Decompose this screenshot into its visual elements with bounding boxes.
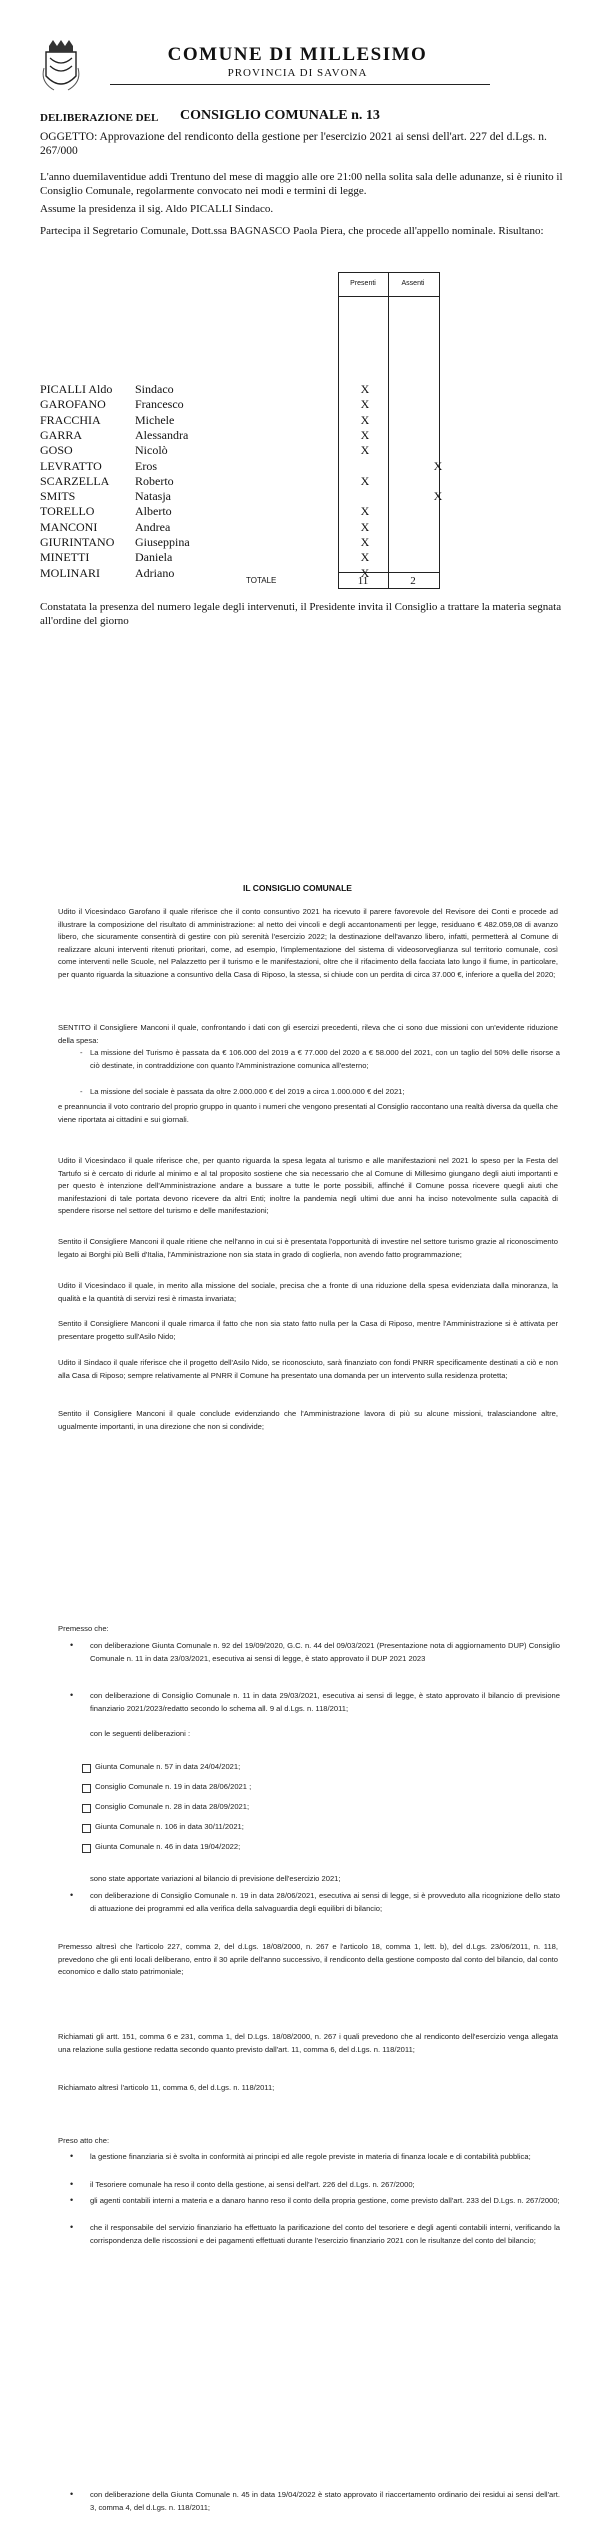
paragraph-sindaco-pnrr: Udito il Sindaco il quale riferisce che il progetto dell'Asilo Nido, se riconosciuto, sarà finanziato con fondi PNRR specificamente destinati a ciò e non alla Casa di Riposo; sempre relativamente al PNRR il Comune ha presentato una domanda per un intervento sulla residenza protetta; xyxy=(58,1358,558,1380)
paragraph-richiamato: Richiamato altresì l'articolo 11, comma 6, del d.Lgs. n. 118/2011; xyxy=(58,2083,275,2092)
paragraph-vicesindaco-turismo: Udito il Vicesindaco il quale riferisce che, per quanto riguarda la spesa legata al turismo e alle manifestazioni nel 2021 lo speso per la Festa del Tartufo si è cercato di ridurle al minimo e al tal proposito sostiene che sia necessario che al Comune di Millesimo giungano degli aiuti importanti e per questo è intenzione dell'Amministrazione andare a bussare a tutte le porte possibili, affinché il Comune possa ricevere quegli aiuti che manifestazioni di tale portata devono ricevere da altri Enti; inoltre la pandemia negli ultimi due anni ha inciso notevolmente sulla capacità di spendere risorse nel settore del turismo e delle manifestazioni; xyxy=(58,1156,558,1215)
councillor-surname: GARRA xyxy=(40,427,83,442)
premesso-bilancio-tail: con le seguenti deliberazioni : xyxy=(90,1729,191,1738)
absent-mark: X xyxy=(433,489,443,504)
checkbox xyxy=(82,1824,91,1833)
total-present: 11 xyxy=(357,575,369,587)
variation-item: Consiglio Comunale n. 19 in data 28/06/2021 ; xyxy=(95,1782,252,1791)
councillor-first-name: Giuseppina xyxy=(135,535,190,549)
bullet-marker: • xyxy=(70,2222,74,2232)
bullet-marker: • xyxy=(70,2489,74,2499)
present-mark: X xyxy=(360,519,370,534)
paragraph-vicesindaco-sociale: Udito il Vicesindaco il quale, in merito alla missione del sociale, precisa che a fronte di una riduzione della spesa evidenziata dalla minoranza, la qualità e la quantità di servizi resi è rimasta invariata; xyxy=(58,1281,558,1303)
preso-atto-item: la gestione finanziaria si è svolta in conformità ai principi ed alle regole previste in materia di finanza locale e di contabilità pubblica; xyxy=(90,2152,531,2161)
councillor-surname: FRACCHIA xyxy=(40,412,101,427)
variation-item: Giunta Comunale n. 106 in data 30/11/2021; xyxy=(95,1822,244,1831)
list-item-sociale: La missione del sociale è passata da oltre 2.000.000 € del 2019 a circa 1.000.000 € del 2021; xyxy=(90,1087,405,1096)
deliberation-organ: CONSIGLIO COMUNALE n. 13 xyxy=(180,108,380,123)
bullet-marker: • xyxy=(70,2151,74,2161)
councillor-first-name: Roberto xyxy=(135,473,174,488)
preso-atto-title: Preso atto che: xyxy=(58,2136,110,2145)
premesso-salvaguardia: con deliberazione di Consiglio Comunale n. 19 in data 28/06/2021, esecutiva ai sensi di legge, si è provveduto alla ricognizione dello stato di attuazione dei programmi ed alla verifica della salvaguardia degli equilibri di bilancio; xyxy=(90,1891,560,1913)
attendance-total-line xyxy=(338,572,439,573)
councillor-surname: PICALLI Aldo xyxy=(40,382,113,396)
bullet-marker: • xyxy=(70,1640,74,1650)
present-mark: X xyxy=(360,397,370,412)
councillor-first-name: Eros xyxy=(135,458,157,473)
attendance-header-line xyxy=(338,296,439,297)
councillor-first-name: Sindaco xyxy=(135,382,174,396)
councillor-first-name: Daniela xyxy=(135,550,173,565)
bullet-marker: • xyxy=(70,2179,74,2189)
councillor-first-name: Andrea xyxy=(135,519,171,534)
paragraph-manconi-riposo: Sentito il Consigliere Manconi il quale rimarca il fatto che non sia stato fatto nulla per la Casa di Riposo, mentre l'Amministrazione si è attivata per presentare progetto sull'Asilo Nido; xyxy=(58,1319,558,1341)
checkbox xyxy=(82,1764,91,1773)
councillor-surname: MOLINARI xyxy=(40,565,100,580)
total-label: TOTALE xyxy=(246,576,277,585)
present-mark: X xyxy=(360,504,370,519)
premesso-bilancio: con deliberazione di Consiglio Comunale n. 11 in data 29/03/2021, esecutiva ai sensi di legge, è stato approvato il bilancio di previsione finanziario 2021/2023/redatto secondo lo schema all. 9 al d.Lgs. n. 118/2011; xyxy=(90,1691,560,1713)
councillor-surname: TORELLO xyxy=(40,504,95,519)
councillor-surname: SCARZELLA xyxy=(40,473,110,488)
present-mark: X xyxy=(360,550,370,565)
preso-atto-item: che il responsabile del servizio finanziario ha effettuato la parificazione del conto del tesoriere e degli agenti contabili interni, verificando la corrispondenza delle riscossioni e dei pagamenti effettuati durante l'esercizio finanziario 2021 con le risultanze del conto del bilancio; xyxy=(90,2223,560,2245)
variation-item: Giunta Comunale n. 57 in data 24/04/2021; xyxy=(95,1762,241,1771)
subject-text: OGGETTO: Approvazione del rendiconto della gestione per l'esercizio 2021 ai sensi dell'art. 227 del d.Lgs. n. 267/000 xyxy=(40,131,547,157)
header-presenti: Presenti xyxy=(350,280,376,287)
present-mark: X xyxy=(360,427,370,442)
councillor-surname: GAROFANO xyxy=(40,397,106,412)
councillor-surname: MINETTI xyxy=(40,550,90,565)
councillor-first-name: Nicolò xyxy=(135,443,168,458)
council-section-title: IL CONSIGLIO COMUNALE xyxy=(243,883,352,893)
preso-atto-item: il Tesoriere comunale ha reso il conto della gestione, ai sensi dell'art. 226 del d.Lgs. n. 267/2000; xyxy=(90,2180,415,2189)
bullet-marker: • xyxy=(70,1890,74,1900)
premesso-dup: con deliberazione Giunta Comunale n. 92 del 19/09/2020, G.C. n. 44 del 09/03/2021 (Presentazione nota di aggiornamento DUP) Consiglio Comunale n. 11 in data 23/03/2021, esecutiva ai sensi di legge, è stato approvato il DUP 2021 2023 xyxy=(90,1641,560,1663)
quorum-statement: Constatata la presenza del numero legale degli intervenuti, il Presidente invita il Consiglio a trattare la materia segnata all'ordine del giorno xyxy=(40,601,562,627)
councillor-surname: LEVRATTO xyxy=(40,458,102,473)
dash-marker: - xyxy=(80,1087,83,1096)
councillor-first-name: Michele xyxy=(135,412,175,427)
councillor-first-name: Natasja xyxy=(135,489,171,504)
councillor-surname: SMITS xyxy=(40,489,76,504)
presidency-text: Assume la presidenza il sig. Aldo PICALLI Sindaco. xyxy=(40,203,274,215)
variation-item: Giunta Comunale n. 46 in data 19/04/2022; xyxy=(95,1842,241,1851)
checkbox xyxy=(82,1784,91,1793)
province-subtitle: PROVINCIA DI SAVONA xyxy=(227,67,368,79)
paragraph-manconi-outro: e preannuncia il voto contrario del proprio gruppo in quanto i numeri che vengono presentati al Consiglio raccontano una realtà diversa da quella che viene riportata ai cittadini e sui giornali. xyxy=(58,1102,558,1124)
paragraph-manconi-conclusione: Sentito il Consigliere Manconi il quale conclude evidenziando che l'Amministrazione lavora di più su alcune missioni, tralasciandone altre, ugualmente importanti, in una direzione che non si condivide; xyxy=(58,1409,558,1431)
preso-atto-item: con deliberazione della Giunta Comunale n. 45 in data 19/04/2022 è stato approvato il riaccertamento ordinario dei residui ai sensi dell'art. 3, comma 4, del d.Lgs. n. 118/2011; xyxy=(90,2490,560,2512)
header-assenti: Assenti xyxy=(401,280,425,287)
absent-mark: X xyxy=(433,458,443,473)
checkbox xyxy=(82,1804,91,1813)
variations-tail: sono state apportate variazioni al bilancio di previsione dell'esercizio 2021; xyxy=(90,1874,341,1883)
councillor-surname: MANCONI xyxy=(40,519,98,534)
paragraph-manconi-borghi: Sentito il Consigliere Manconi il quale ritiene che nell'anno in cui si è presentata l'opportunità di investire nel settore turismo grazie al riconoscimento legato ai Borghi più Belli d'Italia, l'Amministrazione non sia stata in grado di coglierla, non avendo fatto programmazione; xyxy=(58,1237,558,1259)
councillor-surname: GOSO xyxy=(40,443,73,458)
deliberation-label: DELIBERAZIONE DEL xyxy=(40,112,159,124)
preso-atto-item: gli agenti contabili interni a materia e a danaro hanno reso il conto della propria gestione, come previsto dall'art. 233 del D.Lgs. n. 267/2000; xyxy=(90,2196,560,2205)
present-mark: X xyxy=(360,412,370,427)
present-mark: X xyxy=(360,473,370,488)
bullet-marker: • xyxy=(70,1690,74,1700)
paragraph-premesso-altresi: Premesso altresì che l'articolo 227, comma 2, del d.Lgs. 18/08/2000, n. 267 e l'articolo 18, comma 1, lett. b), del d.Lgs. 23/06/2011, n. 118, prevedono che gli enti locali deliberano, entro il 30 aprile dell'anno successivo, il rendiconto della gestione composto dal conto del bilancio, dal conto economico e dallo stato patrimoniale; xyxy=(58,1942,558,1976)
checkbox xyxy=(82,1844,91,1853)
attendance-bottom-line xyxy=(338,588,439,589)
dash-marker: - xyxy=(80,1048,83,1057)
list-item-turismo: La missione del Turismo è passata da € 106.000 del 2019 a € 77.000 del 2020 a € 58.000 del 2021, con un taglio del 50% delle risorse a ciò destinate, in contraddizione con quanto l'Amministrazione comunica all'esterno; xyxy=(90,1048,560,1070)
session-intro: L'anno duemilaventidue addì Trentuno del mese di maggio alle ore 21:00 nella solita sala delle adunanze, si è riunito il Consiglio Comunale, regolarmente convocato nei modi e termini di legge. xyxy=(40,171,563,197)
variation-item: Consiglio Comunale n. 28 in data 28/09/2021; xyxy=(95,1802,250,1811)
present-mark: X xyxy=(360,443,370,458)
paragraph-manconi-intro: SENTITO il Consigliere Manconi il quale, confrontando i dati con gli esercizi precedenti, rileva che ci sono due missioni con un'evidente riduzione della spesa: xyxy=(58,1023,558,1045)
paragraph-richiamati: Richiamati gli artt. 151, comma 6 e 231, comma 1, del D.Lgs. 18/08/2000, n. 267 i quali prevedono che al rendiconto dell'esercizio venga allegata una relazione sulla gestione redatta secondo quanto previsto dall'art. 11, comma 6, del d.Lgs. n. 118/2011; xyxy=(58,2032,558,2054)
present-mark: X xyxy=(360,565,370,580)
attendance-table-divider xyxy=(388,272,389,588)
total-absent: 2 xyxy=(410,575,416,587)
municipality-title: COMUNE DI MILLESIMO xyxy=(167,44,428,65)
councillor-first-name: Alberto xyxy=(135,504,172,519)
present-mark: X xyxy=(360,535,370,549)
header-rule xyxy=(110,84,490,85)
councillor-first-name: Adriano xyxy=(135,565,175,580)
paragraph-garofano: Udito il Vicesindaco Garofano il quale riferisce che il conto consuntivo 2021 ha ricevuto il parere favorevole del Revisore dei Conti e procede ad illustrare la composizione del risultato di amministrazione: al netto dei vincoli e degli accantonamenti per legge, residuano € 482.059,08 di avanzo libero, che sicuramente consentirà di gestire con più serenità l'esercizio 2022; la destinazione dell'avanzo libero, infatti, permetterà al Comune di realizzare alcuni interventi ritenuti prioritari, come, ad esempio, l'implementazione del sistema di videosorveglianza sul territorio comunale, così come interventi nelle Scuole, nel Palazzetto per il turismo e le manifestazioni, oltre che il rifacimento della facciata lato lungo il fiume, in particolare, per quanto riguarda la situazione a consuntivo della Casa di Riposo, la stessa, si chiude con un perdita di circa 37.000 €, inferiore a quella del 2020; xyxy=(58,907,558,979)
councillor-first-name: Francesco xyxy=(135,397,184,412)
premesso-title: Premesso che: xyxy=(58,1624,109,1633)
secretary-text: Partecipa il Segretario Comunale, Dott.ssa BAGNASCO Paola Piera, che procede all'appello nominale. Risultano: xyxy=(40,225,544,237)
attendance-table-frame xyxy=(338,272,440,589)
bullet-marker: • xyxy=(70,2195,74,2205)
councillor-surname: GIURINTANO xyxy=(40,535,115,549)
present-mark: X xyxy=(360,382,370,396)
councillor-first-name: Alessandra xyxy=(135,427,189,442)
